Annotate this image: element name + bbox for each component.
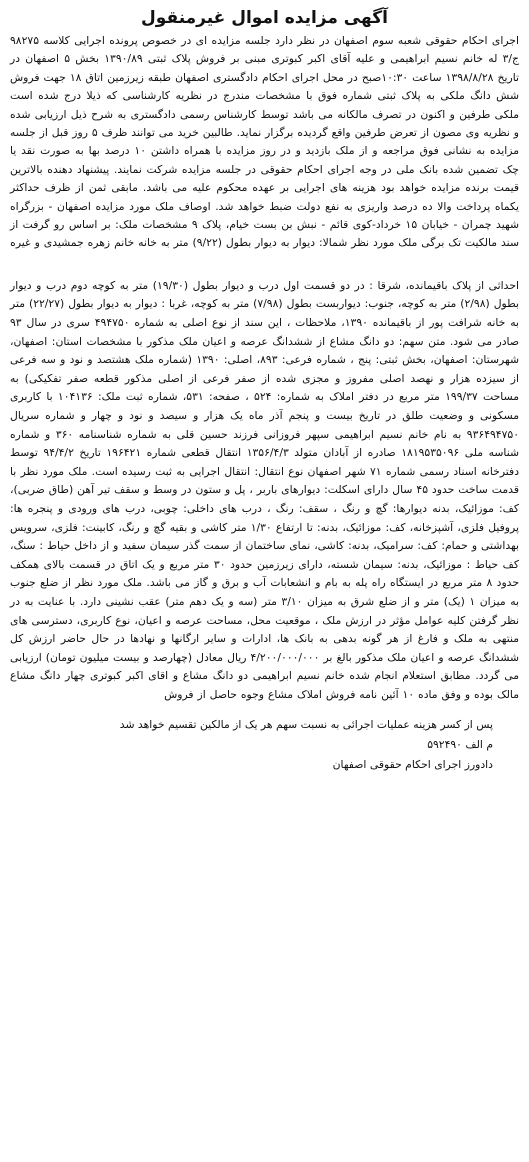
notice-footer	[10, 715, 519, 775]
notice-paragraph-2: احداثی از پلاک باقیمانده، شرقا : در دو قسمت اول درب و دیوار بطول (۱۹/۳۰) متر به کوچه دوم درب و دیوار بطول (۲/۹۸) متر به کوچه، جنوب: دیواربست بطول (۷/۹۸) متر به کوچه، غربا : دیوار به دیوار بطول (۲۲/۲۷) متر به خانه شرافت پور از باقیمانده ۱۳۹۰، ملاحظات ، این سند از نوع اصلی به شماره ۴۹۴۷۵۰ سری در سال ۹۳ صادر می شود. متن سهم: دو دانگ مشاع از ششدانگ عرصه و اعیان ملک مذکور با مشخصات استان: اصفهان، شهرستان: اصفهان، بخش ثبتی: پنج ، شماره فرعی: ۸۹۳، اصلی: ۱۳۹۰ (شماره ملک هشتصد و نود و سه فرعی از سیزده هزار و نهصد اصلی مفروز و مجزی شده از صفر فرعی از اصلی مذکور قطعه صفر تفکیکی) به مساحت ۱۹۹/۳۷ متر مربع در دفتر املاک به شماره: ۵۲۴ ، صفحه: ۵۳۱، شماره ثبت ملک: ۱۰۴۱۳۶ با کاربری مسکونی و وضعیت طلق در تاریخ بیست و پنجم آذر ماه یک هزار و سیصد و نود و چهار و شماره سریال ۹۳۶۴۹۴۷۵۰ به نام خانم نسیم ابراهیمی سپهر فروزانی فرزند حسین قلی به شماره شناسنامه ۳۶۰ و شماره شناسه ملی ۱۸۱۹۵۳۵۰۹۶ صادره از آبادان متولد ۱۳۵۶/۴/۳ انتقال قطعی شماره ۱۹۶۴۲۱ تاریخ ۹۴/۴/۲ توسط دفترخانه اسناد رسمی شماره ۷۱ شهر اصفهان نوع انتقال: انتقال اجرایی به ثبت رسیده است. ملک مورد نظر با قدمت ساخت حدود ۴۵ سال دارای اسکلت: دیوارهای باربر ، پل و ستون در وسط و سقف تیر آهن (طاق ضربی)، کف: موزائیک، بدنه دیوارها: گچ و رنگ ، سقف: رنگ ، درب های داخلی: چوبی، درب های ورودی و پنجره ها: پروفیل فلزی، آشپزخانه، کف: موزائیک، بدنه: تا ارتفاع ۱/۳۰ متر کاشی و بقیه گچ و رنگ، کابینت: فلزی، سرویس بهداشتی و حمام: کف: سرامیک، بدنه: کاشی، نمای ساختمان از سمت گذر سیمان سفید و از داخل حیاط : سنگ، کف حیاط : موزائیک، بدنه: سیمان شسته، دارای زیرزمین حدود ۳۰ متر مربع و یک اتاق در قسمت بالای همکف حدود ۸ متر مربع در ایستگاه راه پله به بام و انشعابات آب و برق و گاز می باشد. ملک مورد نظر از ضلع جنوب به میزان ۱ (یک) متر و از ضلع شرق به میزان ۳/۱۰ متر (سه و یک دهم متر) عقب نشینی دارد. با عنایت به در نظر گرفتن کلیه عوامل مؤثر در ارزش ملک ، موقعیت محل، مساحت عرصه و اعیان، نوع کاربری، دسترسی های منتهی به ملک و فارغ از هر گونه بدهی به بانک ها، ادارات و سایر ارگانها و نهادها در حال حاضر ارزش کل ششدانگ عرصه و اعیان ملک مذکور بالغ بر ۴/۲۰۰/۰۰۰/۰۰۰ ریال معادل (چهارصد و بیست میلیون تومان) ارزیابی می گردد. مطابق استعلام انجام شده خانم نسیم ابراهیمی دو دانگ مشاع و اقای اکبر کبوتری چهار دانگ مشاع مالک بوده و وفق ماده ۱۰ آئین نامه فروش املاک مشاع وجوه حاصل از فروش	[10, 278, 520, 701]
footer-reference-number: م الف ۵۹۲۴۹۰	[427, 737, 493, 751]
section-gap	[10, 253, 519, 277]
footer-signature: دادورز اجرای احکام حقوقی اصفهان	[332, 757, 493, 771]
footer-distribution-line: پس از کسر هزینه عملیات اجرائی به نسبت سهم هر یک از مالکین تقسیم خواهد شد	[119, 717, 493, 731]
notice-title: آگهی مزایده اموال غیرمنقول	[141, 8, 388, 28]
notice-paragraph-1: اجرای احکام حقوقی شعبه سوم اصفهان در نظر دارد جلسه مزایده ای در خصوص پرونده اجرایی کلاسه ۹۸۲۷۵ ج/۳ له خانم نسیم ابراهیمی و علیه آقای اکبر کبوتری مبنی بر فروش پلاک ثبتی ۱۳۹۰/۸۹ بخش ۵ اصفهان در تاریخ ۱۳۹۸/۸/۲۸ ساعت ۱۰:۳۰صبح در محل اجرای احکام دادگستری اصفهان طبقه زیرزمین اتاق ۱۸ جهت فروش شش دانگ ملکی به پلاک ثبتی شماره فوق با مشخصات مندرج در نظریه کارشناسی که ذیلا درج شده است ملکی طرفین و اکنون در تصرف مالکانه می باشد توسط کارشناس رسمی دادگستری به شرح ذیل ارزیابی شده و نظریه وی مصون از تعرض طرفین واقع گردیده برگزار نماید. طالبین خرید می توانند ظرف ۵ روز قبل از جلسه مزایده به نشانی فوق مراجعه و از ملک بازدید و در روز مزایده با همراه داشتن ۱۰ درصد بها به صورت نقد یا چک تضمین شده بانک ملی در وجه اجرای احکام حقوقی در جلسه مزایده شرکت نمایند. پیشنهاد دهنده بالاترین قیمت برنده مزایده خواهد بود هزینه های اجرایی بر عهده محکوم علیه می باشد. مابقی ثمن از ظرف حداکثر یکماه پرداخت والا ده درصد واریزی به نفع دولت ضبط خواهد شد. اوصاف ملک مورد مزایده اصفهان - بزرگراه شهید چمران - خیابان ۱۵ خرداد-کوی قائم - نبش بن بست خیام، پلاک ۹ مشخصات ملک: بر اساس رو گرفت از سند مالکیت تک برگی ملک مورد نظر شمالا: دیوار به دیوار بطول (۹/۲۲) متر به خانه خانم زهره جمشیدی و غیره	[10, 34, 519, 250]
